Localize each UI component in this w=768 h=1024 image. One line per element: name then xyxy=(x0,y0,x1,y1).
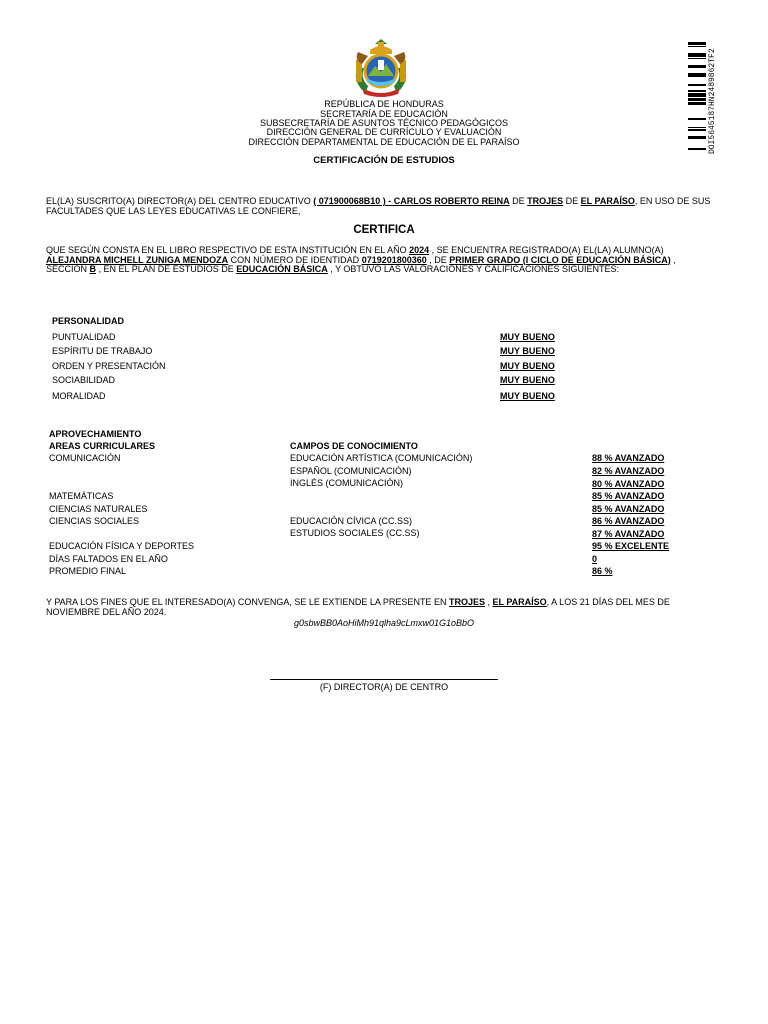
area-cell: CIENCIAS NATURALES xyxy=(49,504,148,514)
areas-column-header: AREAS CURRICULARES xyxy=(49,441,156,451)
personality-value: MUY BUENO xyxy=(500,361,555,371)
field-cell: EDUCACIÓN CÍVICA (CC.SS) xyxy=(290,516,413,526)
coat-of-arms-emblem xyxy=(348,38,414,100)
achievement-title: APROVECHAMIENTO xyxy=(49,429,142,439)
body-paragraph xyxy=(46,246,716,275)
field-cell: INGLÉS (COMUNICACIÓN) xyxy=(290,478,404,488)
area-cell: DÍAS FALTADOS EN EL AÑO xyxy=(49,554,168,564)
municipality: TROJES xyxy=(527,196,564,206)
intro-paragraph xyxy=(46,197,716,216)
area-cell: PROMEDIO FINAL xyxy=(49,566,127,576)
grade-cell: 80 % AVANZADO xyxy=(592,479,665,489)
grade-cell: 0 xyxy=(592,554,598,564)
intro-text-3: DE xyxy=(563,196,581,206)
grade-cell: 95 % EXCELENTE xyxy=(592,541,670,551)
grade-cell: 86 % xyxy=(592,566,613,576)
closing-text-1: Y PARA LOS FINES QUE EL INTERESADO(A) CONVENGA, SE LE EXTIENDE LA PRESENTE EN xyxy=(46,597,449,607)
body-text-2: , SE ENCUENTRA REGISTRADO(A) EL(LA) ALUMNO(A) xyxy=(429,245,664,255)
study-plan: EDUCACIÓN BÁSICA xyxy=(236,264,328,274)
personality-label: ESPÍRITU DE TRABAJO xyxy=(52,346,153,356)
body-text-7: , Y OBTUVO LAS VALORACIONES Y CALIFICACIONES SIGUIENTES: xyxy=(327,264,619,274)
closing-paragraph xyxy=(46,598,716,617)
body-text-5: , SECCIÓN xyxy=(46,254,676,274)
verification-code: g0sbwBB0AoHiMh91qlha9cLmxw01G1oBbO xyxy=(293,618,475,628)
personality-value: MUY BUENO xyxy=(500,375,555,385)
field-cell: ESTUDIOS SOCIALES (CC.SS) xyxy=(290,528,420,538)
barcode-text: DOI5645187HN2489862TF2 xyxy=(708,48,717,154)
closing-text-2: , xyxy=(484,597,493,607)
personality-value: MUY BUENO xyxy=(500,391,555,401)
header-line-5: DIRECCIÓN DEPARTAMENTAL DE EDUCACIÓN DE EL PARAÍSO xyxy=(248,137,520,147)
personality-value: MUY BUENO xyxy=(500,346,555,356)
identity-number: 0719201800360 xyxy=(361,254,427,265)
certifica-heading: CERTIFICA xyxy=(353,224,415,236)
header-line-3: SUBSECRETARÍA DE ASUNTOS TÉCNICO PEDAGÓGICOS xyxy=(259,118,509,128)
intro-text-2: DE xyxy=(509,196,528,206)
grade-cell: 86 % AVANZADO xyxy=(592,516,665,526)
grade-cell: 82 % AVANZADO xyxy=(592,466,665,476)
year: 2024 xyxy=(409,245,430,255)
body-text-6: , EN EL PLAN DE ESTUDIOS DE xyxy=(96,264,237,274)
intro-text-4: , EN USO DE SUS FACULTADES QUE LAS LEYES EDUCATIVAS LE CONFIERE, xyxy=(46,196,711,216)
personality-label: SOCIABILIDAD xyxy=(52,375,116,385)
personality-label: PUNTUALIDAD xyxy=(52,332,116,342)
personality-label: ORDEN Y PRESENTACIÓN xyxy=(52,361,166,371)
grade: PRIMER GRADO (I CICLO DE EDUCACIÓN BÁSICA) xyxy=(449,254,671,265)
body-text-4: , DE xyxy=(426,254,450,265)
intro-text-1: EL(LA) SUSCRITO(A) DIRECTOR(A) DEL CENTRO EDUCATIVO xyxy=(46,196,314,206)
document-title: CERTIFICACIÓN DE ESTUDIOS xyxy=(313,155,455,166)
personality-label: MORALIDAD xyxy=(52,391,106,401)
closing-text-3: , A LOS 21 DÍAS DEL MES DE NOVIEMBRE DEL AÑO 2024. xyxy=(46,597,670,617)
department: EL PARAÍSO xyxy=(580,196,635,206)
grade-cell: 85 % AVANZADO xyxy=(592,491,665,501)
center-code: ( 071900068B10 ) - CARLOS ROBERTO REINA xyxy=(313,196,510,206)
section: B xyxy=(89,264,97,274)
closing-city: TROJES xyxy=(448,597,485,607)
area-cell: MATEMÁTICAS xyxy=(49,491,114,501)
personality-value: MUY BUENO xyxy=(500,332,555,342)
area-cell: COMUNICACIÓN xyxy=(49,453,121,463)
student-name: ALEJANDRA MICHELL ZUNIGA MENDOZA xyxy=(46,254,229,265)
header-line-4: DIRECCIÓN GENERAL DE CURRÍCULO Y EVALUACIÓN xyxy=(266,127,502,137)
personality-title: PERSONALIDAD xyxy=(52,316,125,326)
body-text-1: QUE SEGÚN CONSTA EN EL LIBRO RESPECTIVO DE ESTA INSTITUCIÓN EN EL AÑO xyxy=(46,245,410,255)
header-line-1: REPÚBLICA DE HONDURAS xyxy=(324,99,444,109)
grade-cell: 88 % AVANZADO xyxy=(592,453,665,463)
header-line-2: SECRETARÍA DE EDUCACIÓN xyxy=(320,109,448,119)
body-text-3: CON NÚMERO DE IDENTIDAD xyxy=(228,254,362,265)
grade-cell: 87 % AVANZADO xyxy=(592,529,665,539)
grade-cell: 85 % AVANZADO xyxy=(592,504,665,514)
closing-department: EL PARAÍSO xyxy=(492,597,547,607)
field-cell: EDUCACIÓN ARTÍSTICA (COMUNICACIÓN) xyxy=(290,453,473,463)
field-cell: ESPAÑOL (COMUNICACIÓN) xyxy=(290,466,412,476)
fields-column-header: CAMPOS DE CONOCIMIENTO xyxy=(290,441,418,451)
area-cell: CIENCIAS SOCIALES xyxy=(49,516,140,526)
area-cell: EDUCACIÓN FÍSICA Y DEPORTES xyxy=(49,541,195,551)
signature-label: (F) DIRECTOR(A) DE CENTRO xyxy=(319,682,449,692)
signature-line xyxy=(270,679,498,680)
